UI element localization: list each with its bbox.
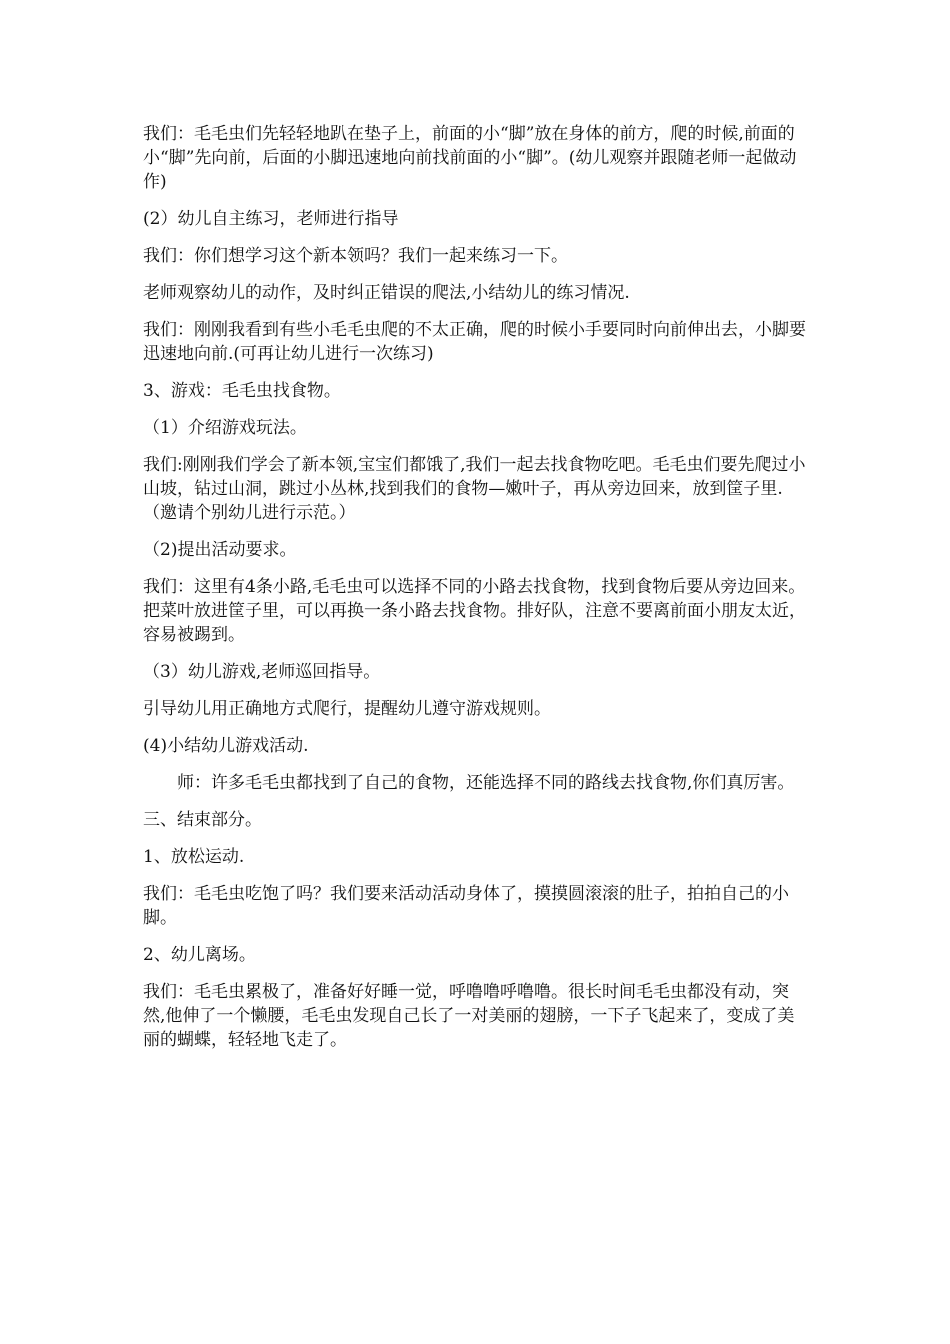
paragraph-game-heading: 3、游戏：毛毛虫找食物。 <box>143 381 341 401</box>
paragraph-play-heading: （3）幼儿游戏,老师巡回指导。 <box>143 662 381 682</box>
paragraph-step-self-practice: (2）幼儿自主练习，老师进行指导 <box>143 209 399 229</box>
paragraph-relax-heading: 1、放松运动. <box>143 847 245 867</box>
paragraph-relax: 我们：毛毛虫吃饱了吗？我们要来活动活动身体了，摸摸圆滚滚的肚子，拍拍自己的小脚。 <box>143 884 789 928</box>
paragraph-butterfly: 我们：毛毛虫累极了，准备好好睡一觉，呼噜噜呼噜噜。很长时间毛毛虫都没有动，突然,他伸了一个懒腰，毛毛虫发现自己长了一对美丽的翅膀，一下子飞起来了，变成了美丽的蝴蝶，轻轻地飞走了。 <box>143 982 795 1050</box>
paragraph-invite-practice: 我们：你们想学习这个新本领吗？我们一起来练习一下。 <box>143 246 568 266</box>
paragraph-correction: 我们：刚刚我看到有些小毛毛虫爬的不太正确，爬的时候小手要同时向前伸出去，小脚要迅速地向前.(可再让幼儿进行一次练习) <box>143 320 806 364</box>
paragraph-teacher-observe: 老师观察幼儿的动作，及时纠正错误的爬法,小结幼儿的练习情况. <box>143 283 630 303</box>
paragraph-requirements-heading: （2)提出活动要求。 <box>143 540 297 560</box>
paragraph-guidance: 引导幼儿用正确地方式爬行，提醒幼儿遵守游戏规则。 <box>143 699 551 719</box>
paragraph-teacher-praise: 师：许多毛毛虫都找到了自己的食物，还能选择不同的路线去找食物,你们真厉害。 <box>177 773 795 793</box>
document-body <box>143 122 811 1065</box>
paragraph-leave-heading: 2、幼儿离场。 <box>143 945 256 965</box>
paragraph-demonstration: 我们：毛毛虫们先轻轻地趴在垫子上，前面的小“脚”放在身体的前方，爬的时候,前面的小“脚”先向前，后面的小脚迅速地向前找前面的小“脚”。(幼儿观察并跟随老师一起做动作) <box>143 124 797 192</box>
paragraph-requirements: 我们：这里有4条小路,毛毛虫可以选择不同的小路去找食物，找到食物后要从旁边回来。把菜叶放进筐子里，可以再换一条小路去找食物。排好队，注意不要离前面小朋友太近，容易被踢到。 <box>143 577 806 645</box>
paragraph-game-rules-heading: （1）介绍游戏玩法。 <box>143 418 307 438</box>
paragraph-summary-heading: (4)小结幼儿游戏活动. <box>143 736 309 756</box>
paragraph-game-rules: 我们:刚刚我们学会了新本领,宝宝们都饿了,我们一起去找食物吃吧。毛毛虫们要先爬过小山坡，钻过山洞，跳过小丛林,找到我们的食物—嫩叶子，再从旁边回来，放到筐子里.（邀请个别幼儿进行示范。） <box>143 455 806 523</box>
paragraph-ending-section: 三、结束部分。 <box>143 810 262 830</box>
